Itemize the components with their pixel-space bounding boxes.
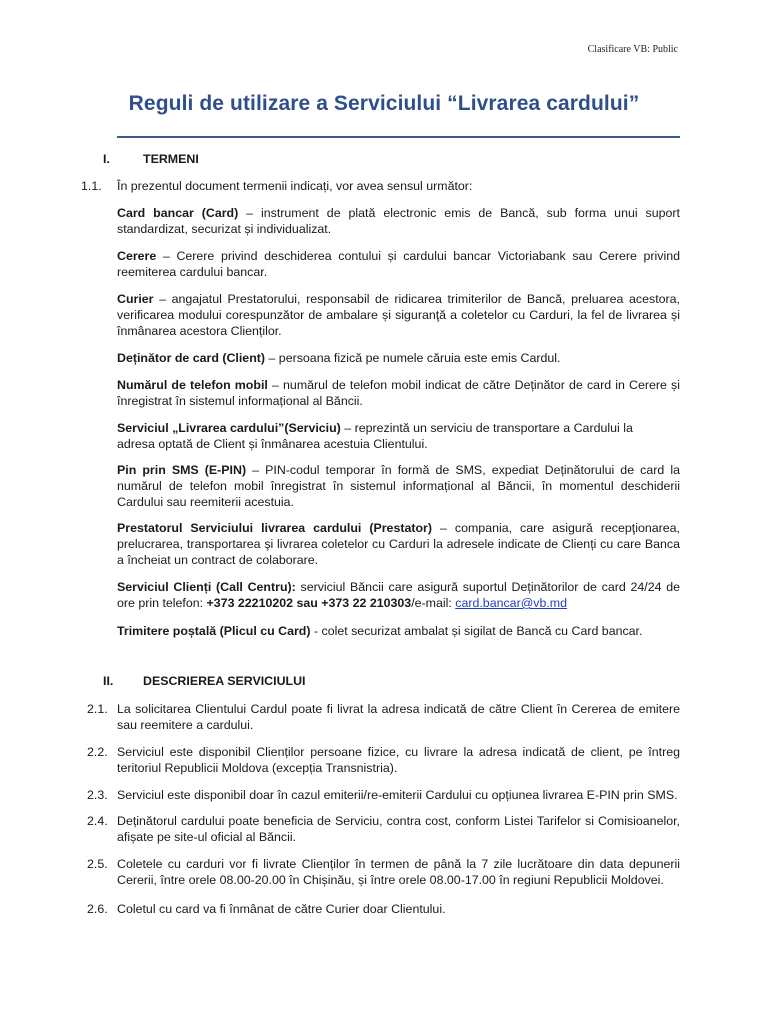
term-label: Serviciul Clienți (Call Centru): (117, 580, 296, 594)
intro-paragraph: În prezentul document termenii indicați, vor avea sensul următor: (117, 179, 473, 193)
item-number: 1.1. (81, 179, 102, 193)
classification-label: Clasificare VB: Public (587, 44, 678, 55)
term-definition (117, 377, 680, 409)
paragraph-number: 2.1. (87, 702, 108, 716)
term-label: Curier (117, 292, 154, 306)
numbered-paragraph (87, 856, 680, 888)
paragraph-text: Coletul cu card va fi înmânat de către Curier doar Clientului. (117, 902, 446, 916)
email-link[interactable]: card.bancar@vb.md (455, 596, 568, 610)
term-label: Cerere (117, 249, 157, 263)
term-text: – angajatul Prestatorului, responsabil de ridicarea trimiterilor de Bancă, preluarea acestora, verificarea modului corespunzător de ambalare și siguranţă a coletelor cu Carduri, la fel de livrarea și înmânarea acestora Clienților. (117, 292, 680, 338)
numbered-paragraph (87, 701, 680, 733)
paragraph-text: Deținătorul cardului poate beneficia de Serviciu, contra cost, conform Listei Tarifelor si Comisioanelor, afișate pe site-ul oficial al Băncii. (117, 814, 680, 844)
section-title: TERMENI (143, 152, 199, 166)
term-definition (117, 248, 680, 280)
term-text: – compania, care asigură recepţionarea, prelucrarea, transportarea şi livrarea coletelor cu Carduri la adresele indicate de Clienți cu care Banca a încheiat un contract de colaborare. (117, 521, 681, 567)
paragraph-text: Serviciul este disponibil Clienților persoane fizice, cu livrare la adresa indicată de client, pe întreg teritoriul Republicii Moldova (excepția Transnistria). (117, 745, 680, 775)
term-label: Numărul de telefon mobil (117, 378, 268, 392)
numbered-paragraph (87, 744, 680, 776)
term-text: serviciul Băncii care asigură suportul Deținătorilor de card 24/24 de ore prin telefon: (117, 580, 680, 610)
section-number: I. (103, 152, 110, 166)
paragraph-number: 2.5. (87, 857, 108, 871)
phone-numbers: +373 22210202 sau +373 22 210303 (206, 596, 412, 610)
document-title: Reguli de utilizare a Serviciului “Livrarea cardului” (128, 92, 640, 115)
term-label: Pin prin SMS (E-PIN) (117, 463, 247, 477)
term-definition (117, 462, 680, 510)
paragraph-text: Serviciul este disponibil doar în cazul emiterii/re-emiterii Cardului cu opțiunea livrarea E-PIN prin SMS. (117, 788, 678, 802)
term-text: - colet securizat ambalat și sigilat de Bancă cu Card bancar. (310, 624, 643, 638)
term-definition (117, 623, 680, 639)
numbered-paragraph (87, 901, 680, 917)
paragraph-number: 2.2. (87, 745, 108, 759)
paragraph-text: La solicitarea Clientului Cardul poate fi livrat la adresa indicată de către Client în Cererea de emitere sau reemitere a cardului. (117, 702, 680, 732)
term-text: – numărul de telefon mobil indicat de către Deținător de card in Cerere și înregistrat în sistemul informațional al Băncii. (117, 378, 681, 408)
term-label: Deținător de card (Client) (117, 351, 266, 365)
numbered-paragraph (87, 787, 697, 803)
numbered-paragraph (87, 813, 680, 845)
term-definition (117, 350, 680, 366)
term-label: Trimitere poștală (Plicul cu Card) (117, 624, 311, 638)
term-text: – instrument de plată electronic emis de Bancă, sub forma unui suport standardizat, securizat și individualizat. (117, 206, 680, 236)
term-text: – PIN-codul temporar în formă de SMS, expediat Deținătorului de card la numărul de telefon mobil înregistrat în sistemul informațional al Băncii, în momentul deschiderii Cardului sau reemiterii acestuia. (117, 463, 680, 509)
paragraph-number: 2.6. (87, 902, 108, 916)
term-text: – Cerere privind deschiderea contului și cardului bancar Victoriabank sau Cerere privind reemiterea cardului bancar. (117, 249, 680, 279)
term-definition (117, 420, 647, 452)
term-text: – reprezintă un serviciu de transportare a Cardului la adresa optată de Client și înmânarea acestuia Clientului. (117, 421, 633, 451)
section-number: II. (103, 674, 114, 688)
email-prefix: /e-mail: (411, 596, 456, 610)
term-definition (117, 205, 680, 237)
section-title: DESCRIEREA SERVICIULUI (143, 674, 306, 688)
term-definition (117, 291, 680, 339)
term-text: – persoana fizică pe numele căruia este emis Cardul. (265, 351, 561, 365)
term-definition (117, 520, 680, 568)
paragraph-number: 2.4. (87, 814, 108, 828)
title-divider (117, 136, 680, 138)
term-label: Card bancar (Card) (117, 206, 239, 220)
paragraph-number: 2.3. (87, 788, 108, 802)
term-definition (117, 579, 680, 611)
term-label: Prestatorul Serviciului livrarea cardului (Prestator) (117, 521, 433, 535)
paragraph-text: Coletele cu carduri vor fi livrate Clienților în termen de până la 7 zile lucrătoare din data depunerii Cererii, între orele 08.00-20.00 în Chișinău, și între orele 08.00-17.00 în regiuni Republicii Moldovei. (117, 857, 680, 887)
section-heading-descrierea (103, 673, 305, 689)
term-label: Serviciul „Livrarea cardului”(Serviciu) (117, 421, 341, 435)
section-heading-termeni (103, 151, 199, 167)
